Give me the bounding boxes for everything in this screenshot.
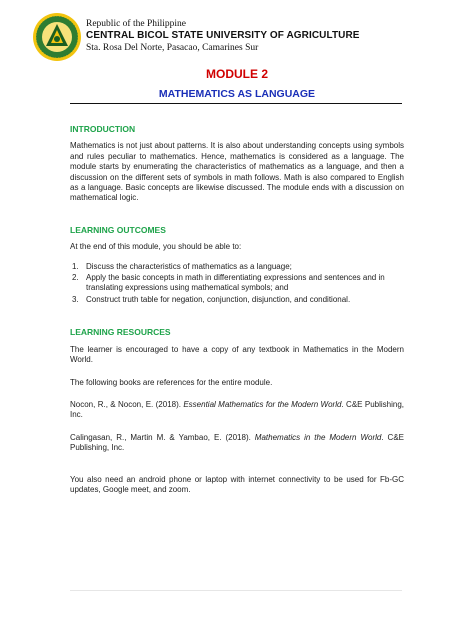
reference-title: Mathematics in the Modern World [254,432,382,442]
resources-devices-text: You also need an android phone or laptop with internet connectivity to be used for Fb-GC updates, Google meet, and zoom. [70,474,404,494]
university-seal-icon [32,12,82,62]
resources-text: The learner is encouraged to have a copy of any textbook in Mathematics in the Modern World. [70,344,404,365]
list-item [70,262,404,272]
introduction-text: Mathematics is not just about patterns. It is also about understanding concepts using symbols and rules peculiar to mathematics. Hence, mathematics is considered as a language. The module starts by enumerating the characteristics of mathematics as a language, and then a discussion on the different sets of symbols in math follows. Math is also compared to English as a language. Basic concepts are likewise discussed. The module ends with a discussion on mathematical logic. [70,141,404,203]
resources-heading: LEARNING RESOURCES [70,327,171,338]
resources-references-intro: The following books are references for the entire module. [70,377,273,387]
outcomes-heading: LEARNING OUTCOMES [70,224,166,235]
header-university: CENTRAL BICOL STATE UNIVERSITY OF AGRICULTURE [86,30,360,41]
list-item-text: Apply the basic concepts in math in differentiating expressions and sentences and in translating expressions using mathematical symbols; and [86,273,385,293]
outcomes-lead: At the end of this module, you should be able to: [70,242,242,252]
list-item [70,273,404,294]
title-divider [70,103,402,104]
list-item-number: 1. [72,261,79,271]
list-item [70,295,404,305]
reference-publisher: . C&E Publishing, Inc. [70,399,404,420]
letterhead [32,12,442,68]
reference-publisher: . C&E Publishing, Inc. [70,432,404,453]
header-address: Sta. Rosa Del Norte, Pasacao, Camarines Sur [86,43,259,53]
reference-item [70,400,404,421]
list-item-number: 3. [72,294,79,304]
letterhead-text [86,18,360,54]
module-title: MODULE 2 [205,67,268,81]
header-country: Republic of the Philippine [86,19,187,29]
reference-authors: Calingasan, R., Martin M. & Yambao, E. (2018). [70,432,255,442]
list-item-text: Discuss the characteristics of mathematics as a language; [86,261,292,271]
reference-authors: Nocon, R., & Nocon, E. (2018). [70,399,184,409]
reference-item [70,433,404,454]
module-body [70,124,404,495]
introduction-heading: INTRODUCTION [70,124,136,134]
list-item-text: Construct truth table for negation, conjunction, disjunction, and conditional. [86,294,351,304]
list-item-number: 2. [72,273,79,283]
reference-title: Essential Mathematics for the Modern World [183,399,342,409]
outcomes-list [70,262,404,306]
module-subtitle: MATHEMATICS AS LANGUAGE [158,88,316,100]
footer-divider [70,590,402,591]
